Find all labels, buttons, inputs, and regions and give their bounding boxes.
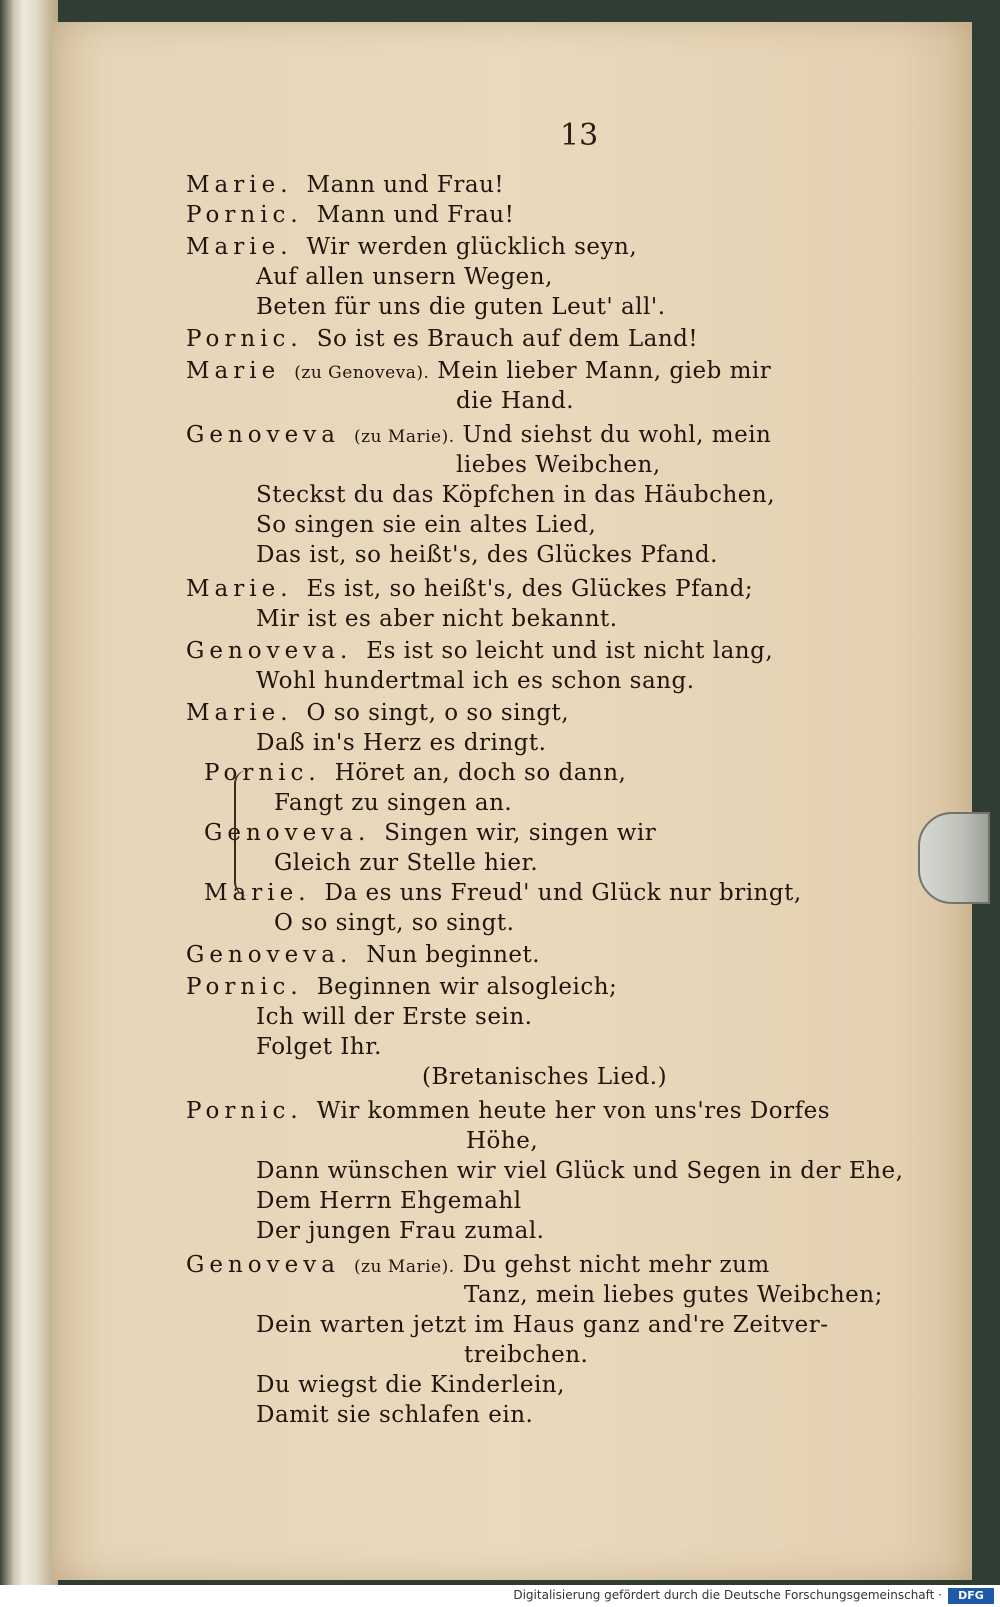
text-line: Du wiegst die Kinderlein,	[256, 1372, 565, 1398]
text-line: Marie. Wir werden glücklich seyn,	[186, 234, 638, 260]
funding-credit: Digitalisierung gefördert durch die Deutsche Forschungsgemeinschaft ·	[513, 1588, 942, 1602]
page-number: 13	[560, 118, 599, 153]
text-line: Mir ist es aber nicht bekannt.	[256, 606, 618, 632]
text-line: Pornic. Höret an, doch so dann,	[204, 760, 627, 786]
text-line: Marie (zu Genoveva). Mein lieber Mann, gieb mir	[186, 358, 772, 384]
text-line: die Hand.	[456, 388, 575, 414]
text-line: Marie. O so singt, o so singt,	[186, 700, 570, 726]
text-line: (Bretanisches Lied.)	[422, 1064, 668, 1090]
text-line: Pornic. Beginnen wir alsogleich;	[186, 974, 618, 1000]
text-line: Marie. Es ist, so heißt's, des Glückes Pfand;	[186, 576, 754, 602]
text-line: Gleich zur Stelle hier.	[274, 850, 539, 876]
text-line: Beten für uns die guten Leut' all'.	[256, 294, 666, 320]
text-line: Marie. Da es uns Freud' und Glück nur bringt,	[204, 880, 802, 906]
text-line: Dann wünschen wir viel Glück und Segen in der Ehe,	[256, 1158, 904, 1184]
text-line: Das ist, so heißt's, des Glückes Pfand.	[256, 542, 718, 568]
text-line: Genoveva. Es ist so leicht und ist nicht lang,	[186, 638, 774, 664]
text-line: liebes Weibchen,	[456, 452, 661, 478]
text-line: Höhe,	[466, 1128, 539, 1154]
text-line: Tanz, mein liebes gutes Weibchen;	[464, 1282, 883, 1308]
dfg-logo: DFG	[948, 1588, 994, 1604]
text-line: Ich will der Erste sein.	[256, 1004, 533, 1030]
text-line: Genoveva. Nun beginnet.	[186, 942, 541, 968]
text-line: Dein warten jetzt im Haus ganz and're Zeitver-	[256, 1312, 829, 1338]
verse-text	[52, 22, 972, 1580]
text-line: Pornic. Wir kommen heute her von uns'res Dorfes	[186, 1098, 831, 1124]
text-line: Daß in's Herz es dringt.	[256, 730, 547, 756]
text-line: Genoveva (zu Marie). Und siehst du wohl, mein	[186, 422, 772, 448]
brace-bracket	[234, 770, 256, 896]
text-line: treibchen.	[464, 1342, 589, 1368]
text-line: Fangt zu singen an.	[274, 790, 513, 816]
text-line: Genoveva (zu Marie). Du gehst nicht mehr zum	[186, 1252, 770, 1278]
footer-bar	[0, 1585, 1000, 1607]
text-line: Der jungen Frau zumal.	[256, 1218, 545, 1244]
text-line: Damit sie schlafen ein.	[256, 1402, 534, 1428]
book-binding	[0, 0, 58, 1585]
text-line: Auf allen unsern Wegen,	[256, 264, 553, 290]
text-line: So singen sie ein altes Lied,	[256, 512, 597, 538]
text-line: Dem Herrn Ehgemahl	[256, 1188, 522, 1214]
page-clip-tab	[918, 812, 990, 904]
text-line: Marie. Mann und Frau!	[186, 172, 505, 198]
text-line: Folget Ihr.	[256, 1034, 382, 1060]
text-line: Genoveva. Singen wir, singen wir	[204, 820, 657, 846]
text-line: Steckst du das Köpfchen in das Häubchen,	[256, 482, 776, 508]
book-page	[52, 22, 972, 1580]
text-line: Pornic. So ist es Brauch auf dem Land!	[186, 326, 699, 352]
text-line: Pornic. Mann und Frau!	[186, 202, 515, 228]
text-line: Wohl hundertmal ich es schon sang.	[256, 668, 695, 694]
text-line: O so singt, so singt.	[274, 910, 515, 936]
